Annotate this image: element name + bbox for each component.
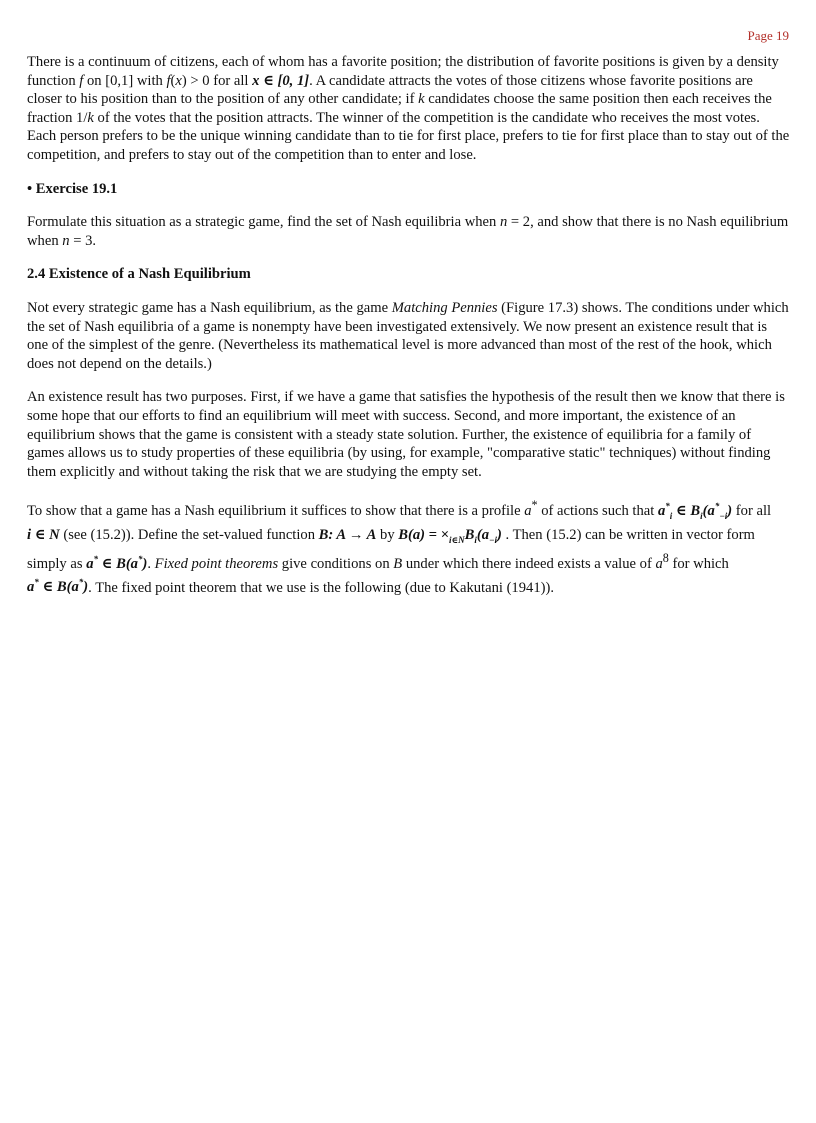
math-part: ) [83,579,89,596]
document-body [27,53,791,612]
math-var: a [524,503,532,520]
text: ( [170,72,176,89]
text: To show that a game has a Nash equilibrium it suffices to show that there is a profile [27,503,525,520]
math-var: B [393,556,403,572]
math-part: B(a) = × [398,526,449,543]
math-expression: x ∈ [0, 1] [252,72,310,89]
paragraph-exercise [27,213,791,250]
math-var: k [87,109,94,126]
exercise-heading: • Exercise 19.1 [27,180,118,197]
text: by [376,526,399,543]
math-var: f [166,72,171,89]
math-part: (a [702,503,715,520]
text: There is a continuum of citizens, each of whom has a favorite position; the distribution of favorite positions is given by a density function [27,54,779,89]
text: of actions such that [537,503,658,520]
math-expression: B: A → A [318,526,377,543]
paragraph-existence-intro [27,299,791,373]
math-part: ) [497,526,502,543]
math-part: ∈ B [672,503,701,520]
text: give conditions on [278,556,394,572]
math-sub: −i [719,511,728,522]
math-part: a [657,503,666,520]
text: of the votes that the position attracts. The winner of the competition is the candidate who receives the most votes. Each person prefers to be the unique winning candidate than to tie for first place, prefers to tie for first place than to stay out of the competition, and prefers to stay out of the competition than to enter and lose. [27,109,790,163]
math-part: a [86,556,94,572]
math-var: n [62,232,70,249]
paragraph-fixed-point [27,496,791,597]
math-part: a [27,579,35,596]
math-expression [27,579,88,595]
text: (Figure 17.3) shows. The conditions under which the set of Nash equilibria of a game is nonempty have been investigated extensively. We now present an existence result that is one of the simplest of the genre. (Nevertheless its mathematical level is more advanced than most of the rest of the hook, which does not depend on the details.) [27,299,789,372]
math-sub: −i [489,534,498,545]
math-part: ) [727,503,733,520]
text: . A candidate attracts the votes of those citizens whose favorite positions are closer to his position than to the position of any other candidate; if [27,72,753,108]
math-expression [398,527,502,543]
math-sup: * [34,577,39,588]
math-part: (a [476,526,490,543]
math-part: B [464,526,475,543]
math-sup: * [78,577,84,588]
math-sup: * [665,501,670,512]
math-expression [657,501,733,522]
text: on [0,1] with [83,72,167,89]
emphasis: Fixed point theorems [154,556,279,572]
math-part: ) [142,556,148,572]
math-part: ∈ B(a [38,579,79,596]
math-sup: * [93,554,98,565]
text: . [147,556,155,572]
math-sup: * [714,501,720,512]
paragraph-existence-purposes: An existence result has two purposes. First, if we have a game that satisfies the hypothesis of the result then we know that there is some hope that our efforts to find an equilibrium will meet with success. Second, and more important, the existence of an equilibrium shows that the game is consistent with a steady state solution. Further, the existence of equilibria for a family of games allows us to study properties of these equilibria (by using, for example, "comparative static" techniques) without finding them explicitly and without taking the risk that we are studying the empty set. [27,389,785,480]
text: (see (15.2)). Define the set-valued function [59,526,319,543]
emphasis: Matching Pennies [391,299,498,316]
text: . The fixed point theorem that we use is the following (due to Kakutani (1941)). [88,579,554,596]
text: for all [732,503,772,520]
math-var: k [418,91,425,108]
page-number: Page 19 [747,28,789,43]
math-var: f [79,72,84,89]
math-var: a [655,556,663,572]
text: for which [668,556,729,572]
paragraph-voting-model [27,53,791,165]
math-sub: i [669,511,673,522]
math-sub: i [700,511,703,522]
math-sup: 8 [662,551,669,566]
text: = 3. [69,232,97,249]
math-sub: i [474,534,477,545]
math-sub: i∈N [448,534,465,545]
text: ) > 0 for all [181,72,253,89]
text: . Then (15.2) can be written in vector form simply as [27,526,755,572]
text: = 2, and show that there is no Nash equilibrium when [27,214,789,249]
section-heading: 2.4 Existence of a Nash Equilibrium [27,266,251,283]
math-var: x [175,72,182,89]
math-sup: * [137,554,143,565]
math-expression: i ∈ N [27,526,60,543]
math-part: ∈ B(a [97,556,138,572]
text: Not every strategic game has a Nash equilibrium, as the game [27,299,392,316]
math-expression [86,556,147,572]
text: candidates choose the same position then each receives the fraction 1/ [27,91,772,126]
text: Formulate this situation as a strategic game, find the set of Nash equilibria when [27,214,500,231]
math-var: n [499,214,508,231]
text: under which there indeed exists a value of [402,556,656,572]
math-sup: * [531,498,538,513]
